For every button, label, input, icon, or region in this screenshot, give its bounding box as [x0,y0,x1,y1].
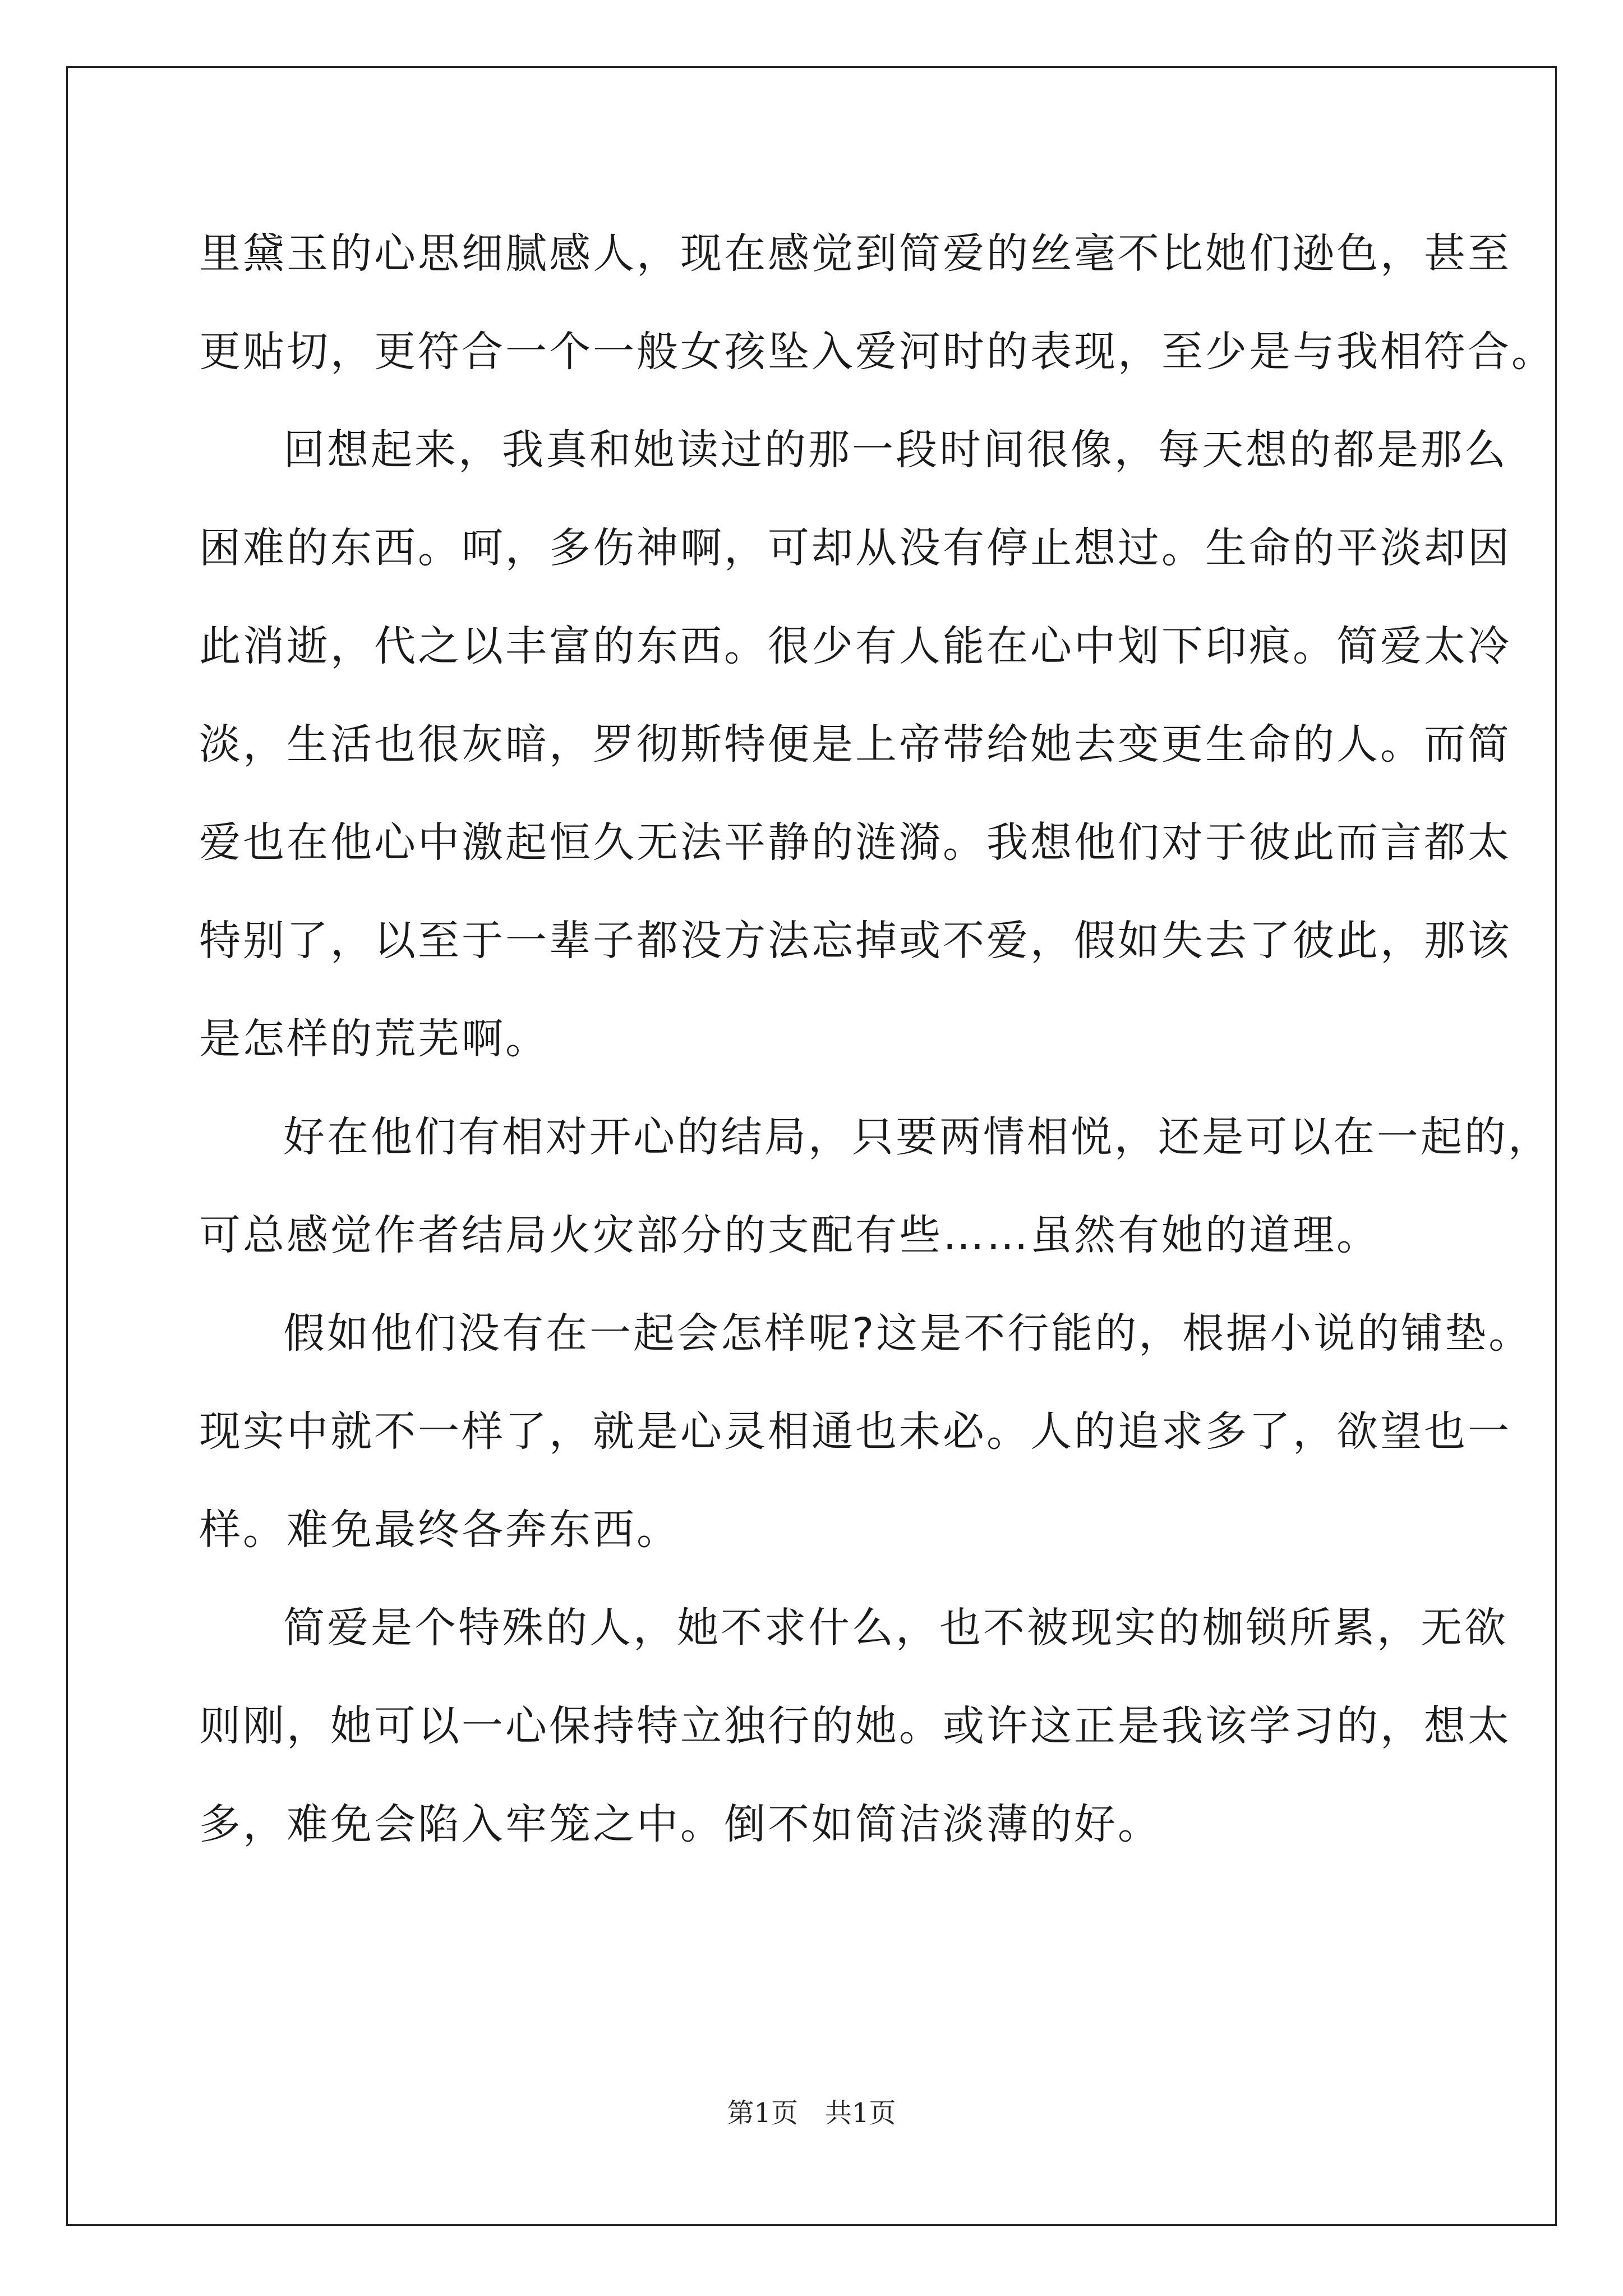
text-line: 是怎样的荒芜啊。 [199,1015,549,1063]
paragraph-start-line: 简爱是个特殊的人，她不求什么，也不被现实的枷锁所累，无欲 [283,1604,1508,1652]
text-line: 现实中就不一样了，就是心灵相通也未必。人的追求多了，欲望也一 [199,1407,1511,1456]
paragraph-start-line: 回想起来，我真和她读过的那一段时间很像，每天想的都是那么 [283,426,1508,474]
text-line: 更贴切，更符合一个一般女孩坠入爱河时的表现，至少是与我相符合。 [199,328,1555,376]
text-line: 样。难免最终各奔东西。 [199,1506,680,1554]
paragraph-start-line: 好在他们有相对开心的结局，只要两情相悦，还是可以在一起的， [283,1113,1552,1161]
text-line: 多，难免会陷入牢笼之中。倒不如简洁淡薄的好。 [199,1800,1161,1848]
text-line: 爱也在他心中激起恒久无法平静的涟漪。我想他们对于彼此而言都太 [199,818,1511,867]
page-number-footer: 第1页 共1页 [727,2097,896,2129]
text-line: 此消逝，代之以丰富的东西。很少有人能在心中划下印痕。简爱太冷 [199,622,1511,670]
document-body [199,205,1555,1874]
paragraph-start-line: 假如他们没有在一起会怎样呢?这是不行能的，根据小说的铺垫。 [283,1309,1533,1358]
text-line: 可总感觉作者结局火灾部分的支配有些……虽然有她的道理。 [199,1211,1380,1259]
text-line: 淡，生活也很灰暗，罗彻斯特便是上帝带给她去变更生命的人。而简 [199,720,1511,769]
text-line: 困难的东西。呵，多伤神啊，可却从没有停止想过。生命的平淡却因 [199,524,1511,572]
text-line: 里黛玉的心思细腻感人，现在感觉到简爱的丝毫不比她们逊色，甚至 [199,229,1511,278]
text-line: 则刚，她可以一心保持特立独行的她。或许这正是我该学习的，想太 [199,1702,1511,1750]
text-line: 特别了，以至于一辈子都没方法忘掉或不爱，假如失去了彼此，那该 [199,917,1511,965]
